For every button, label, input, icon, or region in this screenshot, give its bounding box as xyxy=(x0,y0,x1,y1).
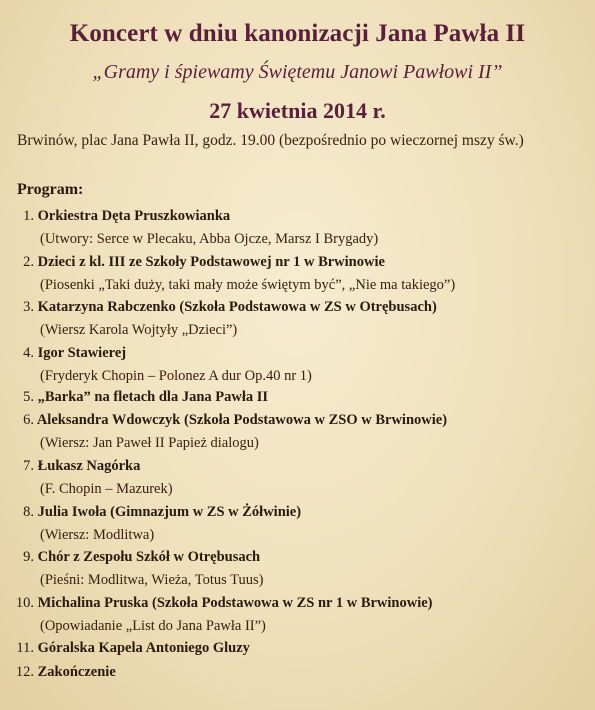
item-title: Katarzyna Rabczenko (Szkoła Podstawowa w ZS w Otrębusach) xyxy=(37,299,437,315)
item-number: 7. xyxy=(23,458,34,474)
item-details: (Wiersz Karola Wojtyły „Dzieci”) xyxy=(40,322,238,338)
item-number: 8. xyxy=(23,504,34,520)
item-number: 10. xyxy=(15,595,34,611)
item-title: Michalina Pruska (Szkoła Podstawowa w ZS nr 1 w Brwinowie) xyxy=(37,595,433,611)
item-number: 6. xyxy=(23,412,34,428)
item-title: Chór z Zespołu Szkół w Otrębusach xyxy=(37,549,261,565)
poster-subtitle: „Gramy i śpiewamy Świętemu Janowi Pawłowi II” xyxy=(92,61,503,83)
item-title: Góralska Kapela Antoniego Gluzy xyxy=(37,640,250,656)
item-details: (Wiersz: Modlitwa) xyxy=(40,527,155,543)
item-title: Orkiestra Dęta Pruszkowianka xyxy=(37,208,231,224)
item-title: Aleksandra Wdowczyk (Szkoła Podstawowa w ZSO w Brwinowie) xyxy=(36,412,448,428)
item-number: 3. xyxy=(23,299,34,315)
item-title: Zakończenie xyxy=(37,664,116,680)
item-title: „Barka” na fletach dla Jana Pawła II xyxy=(37,389,269,405)
item-details: (Pieśni: Modlitwa, Wieża, Totus Tuus) xyxy=(40,572,264,588)
item-details: (Utwory: Serce w Plecaku, Abba Ojcze, Marsz I Brygady) xyxy=(40,231,379,247)
poster-title: Koncert w dniu kanonizacji Jana Pawła II xyxy=(69,20,526,47)
item-title: Igor Stawierej xyxy=(37,345,127,361)
event-date: 27 kwietnia 2014 r. xyxy=(209,98,386,123)
item-title: Julia Iwoła (Gimnazjum w ZS w Żółwinie) xyxy=(37,504,302,520)
item-number: 4. xyxy=(23,345,34,361)
item-number: 1. xyxy=(23,208,34,224)
item-number: 12. xyxy=(15,664,34,680)
item-details: (Wiersz: Jan Paweł II Papież dialogu) xyxy=(40,435,259,451)
item-title: Łukasz Nagórka xyxy=(37,458,141,474)
program-label: Program: xyxy=(17,181,84,198)
item-details: (Opowiadanie „List do Jana Pawła II”) xyxy=(40,618,266,634)
item-number: 9. xyxy=(23,549,34,565)
item-title: Dzieci z kl. III ze Szkoły Podstawowej nr 1 w Brwinowie xyxy=(37,254,385,270)
item-details: (Piosenki „Taki duży, taki mały może świętym być”, „Nie ma takiego”) xyxy=(40,277,456,293)
item-number: 5. xyxy=(23,389,34,405)
item-number: 11. xyxy=(16,640,34,656)
item-number: 2. xyxy=(23,254,34,270)
item-details: (F. Chopin – Mazurek) xyxy=(40,481,173,497)
event-place: Brwinów, plac Jana Pawła II, godz. 19.00 (bezpośrednio po wieczornej mszy św.) xyxy=(17,132,524,149)
item-details: (Fryderyk Chopin – Polonez A dur Op.40 nr 1) xyxy=(40,368,312,384)
